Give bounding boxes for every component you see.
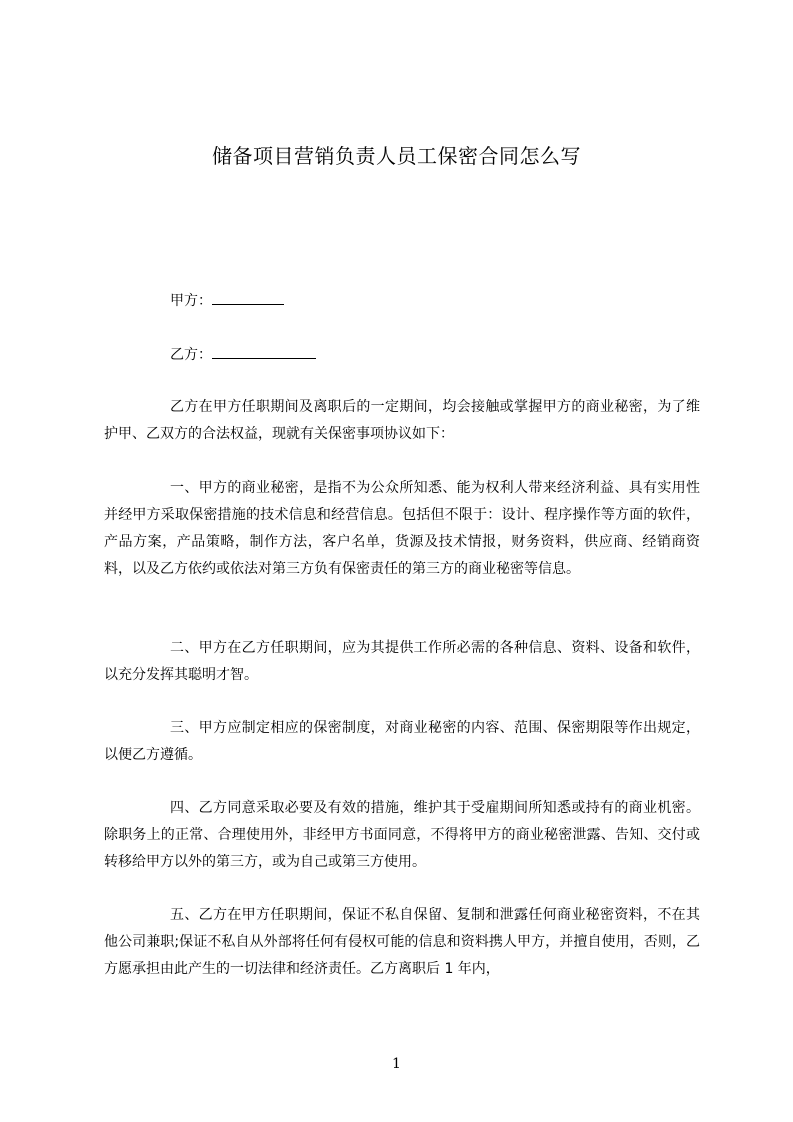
paragraph-clause-3: 三、甲方应制定相应的保密制度，对商业秘密的内容、范围、保密期限等作出规定，以便乙方遵循。 <box>104 720 700 763</box>
paragraph-clause-5: 五、乙方在甲方任职期间，保证不私自保留、复制和泄露任何商业秘密资料，不在其他公司兼职;保证不私自从外部将任何有侵权可能的信息和资料携人甲方，并擅自使用，否则，乙方愿承担由此产生的一切法律和经济责任。乙方离职后 1 年内， <box>104 907 700 977</box>
party-b-blank <box>212 344 316 359</box>
party-b-line <box>170 344 316 365</box>
paragraph-clause-1: 一、甲方的商业秘密，是指不为公众所知悉、能为权利人带来经济利益、具有实用性并经甲方采取保密措施的技术信息和经营信息。包括但不限于：设计、程序操作等方面的软件，产品方案，产品策略，制作方法，客户名单，货源及技术情报，财务资料，供应商、经销商资料，以及乙方依约或依法对第三方负有保密责任的第三方的商业秘密等信息。 <box>104 480 700 577</box>
party-a-blank <box>212 290 284 305</box>
party-a-label: 甲方： <box>170 293 212 309</box>
paragraph-clause-4: 四、乙方同意采取必要及有效的措施，维护其于受雇期间所知悉或持有的商业机密。除职务上的正常、合理使用外，非经甲方书面同意，不得将甲方的商业秘密泄露、告知、交付或转移给甲方以外的第三方，或为自己或第三方使用。 <box>104 800 700 870</box>
party-b-label: 乙方： <box>170 347 212 363</box>
page-number: 1 <box>392 1056 401 1072</box>
party-a-line <box>170 290 284 311</box>
paragraph-intro: 乙方在甲方任职期间及离职后的一定期间，均会接触或掌握甲方的商业秘密，为了维护甲、乙双方的合法权益，现就有关保密事项协议如下： <box>104 399 700 442</box>
paragraph-clause-2: 二、甲方在乙方任职期间，应为其提供工作所必需的各种信息、资料、设备和软件，以充分发挥其聪明才智。 <box>104 640 700 683</box>
document-title: 储备项目营销负责人员工保密合同怎么写 <box>212 144 581 168</box>
